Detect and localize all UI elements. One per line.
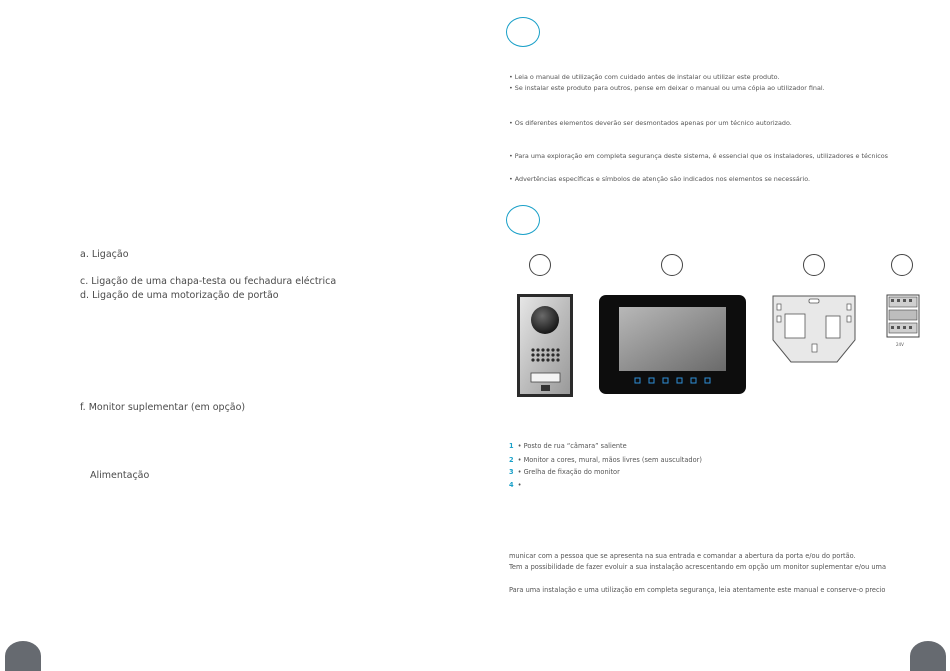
intro-text: Para uma instalação e uma utilização em completa segurança, leia atentamente este manual e conserve-o precio xyxy=(509,586,886,594)
toc-item-ligacao: a. Ligação xyxy=(80,249,129,260)
item-marker-4 xyxy=(891,254,913,276)
safety-note: • Para uma exploração em completa segurança deste sistema, é essencial que os instaladores, utilizadores e técnicos xyxy=(509,152,889,160)
page-number-left xyxy=(5,641,41,671)
item-marker-3 xyxy=(803,254,825,276)
part-description: • xyxy=(517,481,522,489)
part-description: • Posto de rua “câmara” saliente xyxy=(517,442,627,450)
part-item-3 xyxy=(509,466,620,478)
colour-monitor-image xyxy=(599,295,746,394)
power-supply-label: 24V xyxy=(896,342,904,347)
part-number: 1 xyxy=(509,442,514,450)
section-marker-safety xyxy=(506,17,540,47)
intro-text: Tem a possibilidade de fazer evoluir a sua instalação acrescentando em opção um monitor suplementar e/ou uma xyxy=(509,563,886,571)
toc-item-chapa-testa: c. Ligação de uma chapa-testa ou fechadura eléctrica xyxy=(80,276,337,287)
outdoor-camera-station-image xyxy=(517,294,573,397)
toc-item-monitor-suplementar: f. Monitor suplementar (em opção) xyxy=(80,402,246,413)
safety-note: • Advertências específicas e símbolos de atenção são indicados nos elementos se necessário. xyxy=(509,175,811,183)
part-description: • Grelha de fixação do monitor xyxy=(517,468,620,476)
part-item-1 xyxy=(509,440,627,452)
toc-item-motorizacao: d. Ligação de uma motorização de portão xyxy=(80,290,279,301)
part-number: 3 xyxy=(509,468,514,476)
page-number-right xyxy=(910,641,946,671)
part-number: 2 xyxy=(509,456,514,464)
item-marker-1 xyxy=(529,254,551,276)
part-item-2 xyxy=(509,454,702,466)
safety-note: • Leia o manual de utilização com cuidado antes de instalar ou utilizar este produto. xyxy=(509,73,780,81)
mounting-bracket-image xyxy=(771,294,857,364)
intro-text: municar com a pessoa que se apresenta na sua entrada e comandar a abertura da porta e/ou do portão. xyxy=(509,552,856,560)
item-marker-2 xyxy=(661,254,683,276)
safety-note: • Os diferentes elementos deverão ser desmontados apenas por um técnico autorizado. xyxy=(509,119,792,127)
part-item-4 xyxy=(509,479,521,491)
safety-note: • Se instalar este produto para outros, pense em deixar o manual ou uma cópia ao utilizador final. xyxy=(509,84,825,92)
power-supply-image xyxy=(886,294,920,341)
part-number: 4 xyxy=(509,481,514,489)
toc-item-alimentacao: Alimentação xyxy=(90,470,150,481)
section-marker-contents xyxy=(506,205,540,235)
part-description: • Monitor a cores, mural, mãos livres (sem auscultador) xyxy=(517,456,702,464)
